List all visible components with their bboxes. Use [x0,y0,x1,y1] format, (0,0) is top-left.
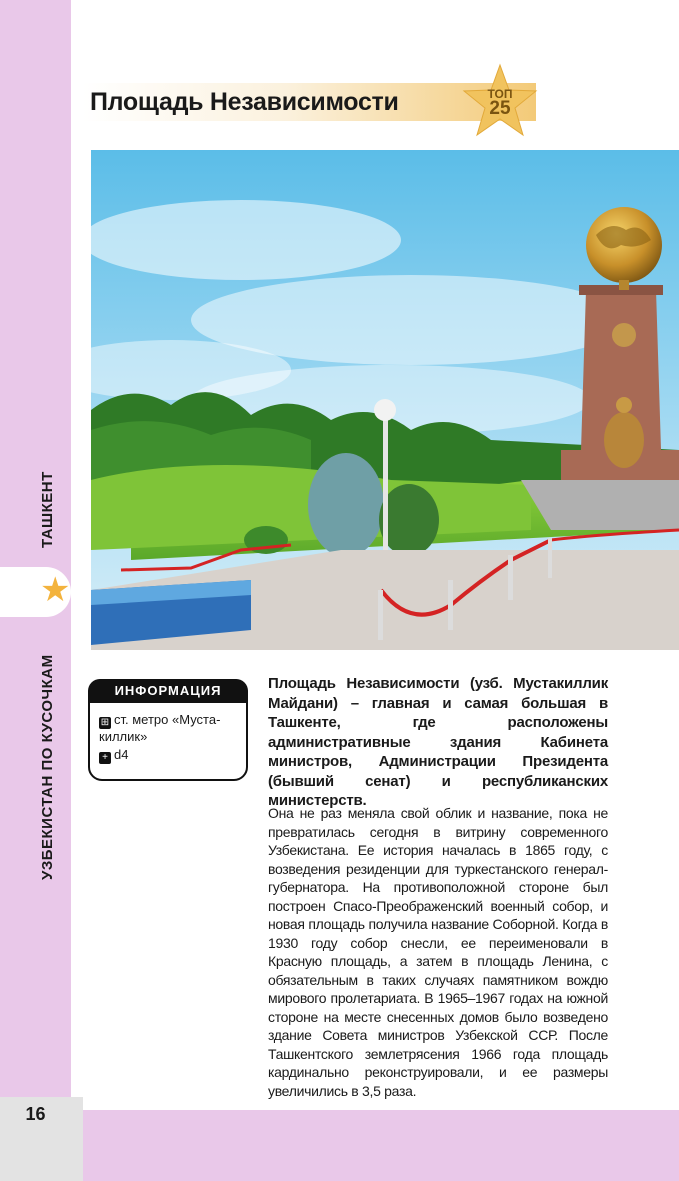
section-guide-label: УЗБЕКИСТАН ПО КУСОЧКАМ [39,654,56,880]
metro-icon: ⊞ [100,717,110,728]
map-icon: + [99,752,111,764]
footer-band [83,1110,679,1181]
top25-badge [462,63,538,139]
badge-number: 25 [489,98,511,119]
metro-line-1: ст. метро «Муста- [114,712,221,727]
metro-info [99,712,220,729]
section-city-label: ТАШКЕНТ [39,471,56,548]
badge-top-label: ТОП [487,87,513,101]
star-icon: ★ [40,570,71,610]
map-ref: d4 [114,747,129,762]
lead-paragraph: Площадь Независимости (узб. Мустакиллик Майдани) – главная и самая большая в Ташкенте, где расположены административные здания Кабинета министров, Администрации Президента (бывший сенат) и республиканских министерств. [268,675,608,809]
page-number: 16 [25,1104,46,1124]
metro-line-2: киллик» [99,729,148,744]
star-tab [0,567,71,617]
map-ref-info [99,747,128,764]
page-title: Площадь Независимости [90,88,399,116]
independence-square-photo [91,150,679,650]
body-paragraph: Она не раз меняла свой облик и название, пока не превратилась сегодня в витрину современного Узбекистана. Ее история началась в 1865 году, с возведения резиденции для туркестанского генерал-губернатора. На противоположной стороне был построен Спасо-Преображенский военный собор, и новая площадь получила название Соборной. Когда в 1930 году собор снесли, ее переименовали в Красную площадь, а затем в площадь Ленина, с обязательным в таких случаях памятником вождю мирового пролетариата. В 1965–1967 годах на южной стороне на месте снесенных домов было возведено здание Совета министров Узбекской ССР. После Ташкентского землетрясения 1966 года площадь кардинально реконструировали, и ее размеры увеличились в 3,5 раза. [268,805,608,1099]
info-heading: ИНФОРМАЦИЯ [88,679,248,703]
metro-info-cont [99,729,147,745]
